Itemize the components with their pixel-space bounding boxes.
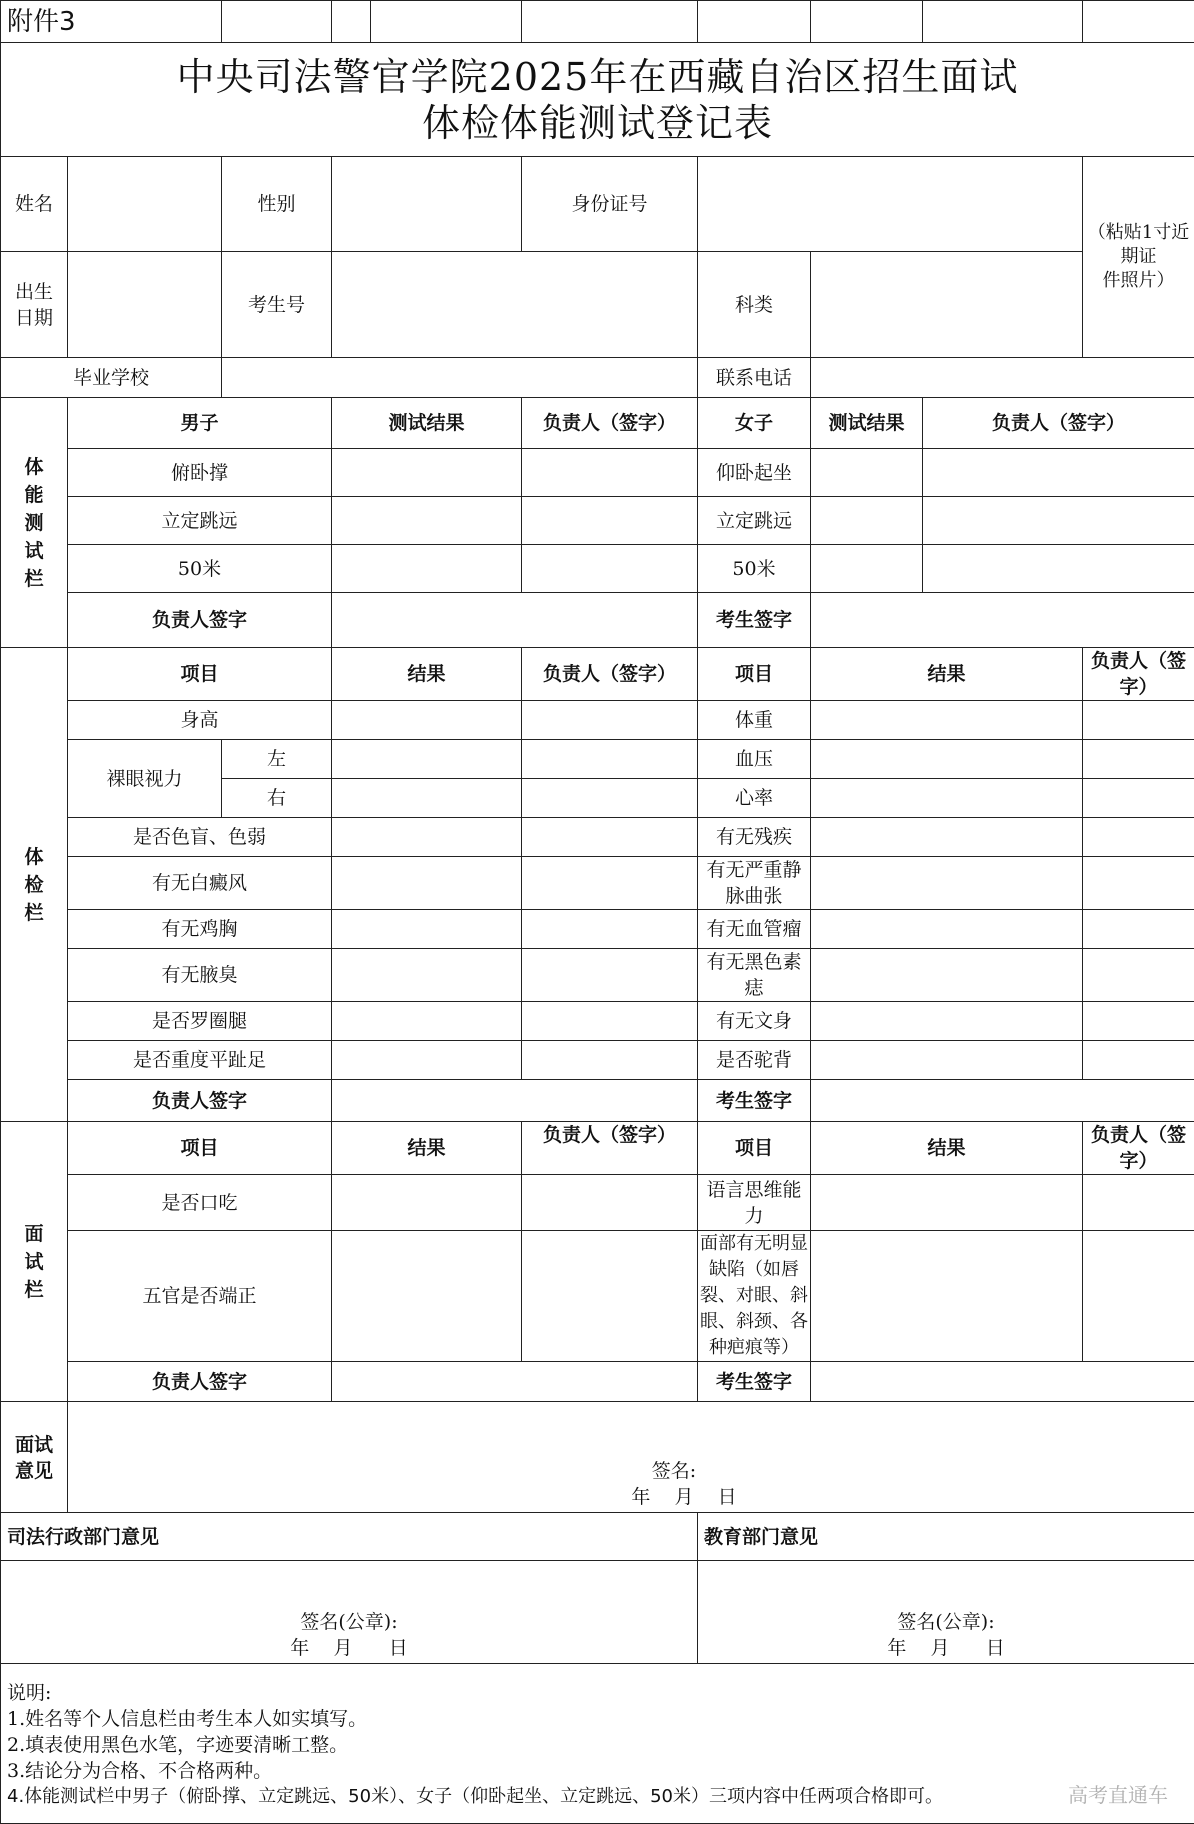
justice-dept-field[interactable]	[1, 1561, 698, 1664]
officer-field[interactable]	[1083, 857, 1194, 910]
result-field[interactable]	[332, 857, 522, 910]
physical-row	[1, 740, 1194, 779]
officer-header-text: 负责人（签字）	[524, 1124, 695, 1160]
result-field[interactable]	[811, 449, 923, 497]
exam-item: 有无腋臭	[68, 949, 332, 1002]
candidate-sign-field[interactable]	[811, 593, 1194, 648]
officer-field[interactable]	[522, 497, 698, 545]
result-field[interactable]	[811, 1041, 1083, 1080]
title-row	[1, 43, 1194, 157]
opinion-sign-label: 签名:	[70, 1458, 1192, 1484]
result-field[interactable]	[332, 818, 522, 857]
section-char: 测	[3, 509, 65, 537]
interview-row	[1, 1175, 1194, 1231]
officer-field[interactable]	[1083, 818, 1194, 857]
physical-row	[1, 949, 1194, 1002]
officer-header: 负责人（签字）	[522, 648, 698, 701]
opinion-date: 年 月 日	[70, 1484, 1192, 1510]
result-field[interactable]	[332, 779, 522, 818]
page-title	[1, 43, 1194, 157]
officer-sign-label: 负责人签字	[68, 1080, 332, 1122]
officer-field[interactable]	[1083, 701, 1194, 740]
officer-field[interactable]	[522, 857, 698, 910]
officer-field[interactable]	[522, 701, 698, 740]
opinion-label	[1, 1402, 68, 1513]
section-char: 能	[3, 481, 65, 509]
justice-sign-label: 签名(公章):	[3, 1609, 695, 1635]
opinion-row	[1, 1402, 1194, 1513]
officer-field[interactable]	[1083, 1175, 1194, 1231]
vision-label: 裸眼视力	[68, 740, 222, 818]
justice-date: 年 月 日	[3, 1635, 695, 1661]
exam-item: 是否重度平趾足	[68, 1041, 332, 1080]
physical-row	[1, 818, 1194, 857]
interview-item: 面部有无明显缺陷（如唇裂、对眼、斜眼、斜颈、各种疤痕等）	[698, 1231, 811, 1362]
result-field[interactable]	[332, 545, 522, 593]
officer-field[interactable]	[522, 1041, 698, 1080]
result-field[interactable]	[332, 497, 522, 545]
education-dept-label: 教育部门意见	[698, 1513, 1194, 1561]
male-officer-header: 负责人（签字）	[522, 398, 698, 449]
note-item: 4.体能测试栏中男子（俯卧撑、立定跳远、50米）、女子（仰卧起坐、立定跳远、50米）三项内容中任两项合格即可。	[7, 1784, 1188, 1810]
exam-number-label: 考生号	[222, 252, 332, 358]
officer-field[interactable]	[1083, 1231, 1194, 1362]
watermark: 高考直通车	[1068, 1782, 1168, 1808]
school-label: 毕业学校	[1, 358, 222, 398]
officer-field[interactable]	[522, 818, 698, 857]
education-sign-label: 签名(公章):	[700, 1609, 1192, 1635]
note-item: 2.填表使用黑色水笔，字迹要清晰工整。	[7, 1732, 1188, 1758]
female-item: 立定跳远	[698, 497, 811, 545]
result-field[interactable]	[811, 740, 1083, 779]
title-line-1: 中央司法警官学院2025年在西藏自治区招生面试	[3, 54, 1192, 100]
physical-section-label	[1, 648, 68, 1122]
result-field[interactable]	[332, 1175, 522, 1231]
officer-field[interactable]	[923, 545, 1194, 593]
exam-item: 有无黑色素痣	[698, 949, 811, 1002]
interview-item: 五官是否端正	[68, 1231, 332, 1362]
section-char: 试	[3, 537, 65, 565]
blood-pressure-label: 血压	[698, 740, 811, 779]
right-eye-label: 右	[222, 779, 332, 818]
interview-header-row	[1, 1122, 1194, 1175]
section-char: 体	[3, 453, 65, 481]
physical-row	[1, 1002, 1194, 1041]
officer-field[interactable]	[522, 545, 698, 593]
officer-header: 负责人（签字）	[1083, 1122, 1194, 1175]
section-char: 栏	[3, 565, 65, 593]
gender-field[interactable]	[332, 157, 522, 252]
male-item: 立定跳远	[68, 497, 332, 545]
photo-hint-line-2: 件照片）	[1087, 269, 1190, 293]
item-header: 项目	[698, 1122, 811, 1175]
male-result-header: 测试结果	[332, 398, 522, 449]
notes-section	[1, 1664, 1194, 1824]
id-number-field[interactable]	[698, 157, 1083, 252]
exam-item: 有无白癜风	[68, 857, 332, 910]
opinion-label-line-2: 意见	[3, 1458, 65, 1484]
result-field[interactable]	[332, 740, 522, 779]
female-item: 50米	[698, 545, 811, 593]
fitness-row	[1, 545, 1194, 593]
officer-field[interactable]	[522, 910, 698, 949]
justice-dept-label: 司法行政部门意见	[1, 1513, 698, 1561]
interview-row	[1, 1231, 1194, 1362]
height-label: 身高	[68, 701, 332, 740]
result-field[interactable]	[811, 1002, 1083, 1041]
item-header: 项目	[68, 648, 332, 701]
officer-sign-field[interactable]	[332, 1080, 698, 1122]
exam-item: 有无严重静脉曲张	[698, 857, 811, 910]
interview-sign-row	[1, 1362, 1194, 1402]
personal-row-3	[1, 358, 1194, 398]
physical-row	[1, 910, 1194, 949]
id-number-label: 身份证号	[522, 157, 698, 252]
empty-cell	[811, 1, 923, 43]
section-char: 面	[3, 1220, 65, 1248]
education-dept-field[interactable]	[698, 1561, 1194, 1664]
officer-field[interactable]	[522, 949, 698, 1002]
candidate-sign-label: 考生签字	[698, 1080, 811, 1122]
officer-field[interactable]	[522, 779, 698, 818]
opinion-label-line-1: 面试	[3, 1432, 65, 1458]
candidate-sign-label: 考生签字	[698, 593, 811, 648]
empty-cell	[1083, 1, 1194, 43]
item-header: 项目	[68, 1122, 332, 1175]
gender-label: 性别	[222, 157, 332, 252]
name-label: 姓名	[1, 157, 68, 252]
officer-sign-field[interactable]	[332, 593, 698, 648]
name-field[interactable]	[68, 157, 222, 252]
exam-item: 是否罗圈腿	[68, 1002, 332, 1041]
heart-rate-label: 心率	[698, 779, 811, 818]
notes-heading: 说明:	[7, 1680, 1188, 1706]
opinion-field[interactable]	[68, 1402, 1194, 1513]
exam-item: 有无鸡胸	[68, 910, 332, 949]
empty-cell	[522, 1, 698, 43]
officer-sign-field[interactable]	[332, 1362, 698, 1402]
interview-item: 语言思维能力	[698, 1175, 811, 1231]
notes-row	[1, 1664, 1194, 1824]
subject-label: 科类	[698, 252, 811, 358]
birth-date-label-line-1: 出生	[3, 279, 65, 305]
exam-item: 有无残疾	[698, 818, 811, 857]
candidate-sign-field[interactable]	[811, 1362, 1194, 1402]
result-header: 结果	[811, 1122, 1083, 1175]
fitness-header-row	[1, 398, 1194, 449]
physical-header-row	[1, 648, 1194, 701]
note-item: 1.姓名等个人信息栏由考生本人如实填写。	[7, 1706, 1188, 1732]
birth-date-field[interactable]	[68, 252, 222, 358]
officer-field[interactable]	[923, 497, 1194, 545]
department-sign-row	[1, 1561, 1194, 1664]
officer-header: 负责人（签字）	[1083, 648, 1194, 701]
result-field[interactable]	[332, 1231, 522, 1362]
candidate-sign-label: 考生签字	[698, 1362, 811, 1402]
result-field[interactable]	[811, 701, 1083, 740]
department-header-row	[1, 1513, 1194, 1561]
result-field[interactable]	[332, 449, 522, 497]
left-eye-label: 左	[222, 740, 332, 779]
annex-row	[1, 1, 1194, 43]
male-item: 俯卧撑	[68, 449, 332, 497]
birth-date-label-line-2: 日期	[3, 305, 65, 331]
section-char: 体	[3, 843, 65, 871]
result-field[interactable]	[811, 857, 1083, 910]
officer-field[interactable]	[1083, 949, 1194, 1002]
physical-sign-row	[1, 1080, 1194, 1122]
phone-label: 联系电话	[698, 358, 811, 398]
officer-sign-label: 负责人签字	[68, 593, 332, 648]
fitness-section-label	[1, 398, 68, 648]
result-field[interactable]	[811, 1231, 1083, 1362]
officer-field[interactable]	[1083, 1041, 1194, 1080]
empty-cell	[222, 1, 332, 43]
result-field[interactable]	[332, 1041, 522, 1080]
phone-field[interactable]	[811, 358, 1194, 398]
empty-cell	[332, 1, 371, 43]
fitness-row	[1, 449, 1194, 497]
candidate-sign-field[interactable]	[811, 1080, 1194, 1122]
result-field[interactable]	[811, 545, 923, 593]
note-item: 3.结论分为合格、不合格两种。	[7, 1758, 1188, 1784]
photo-box[interactable]	[1083, 157, 1194, 358]
officer-field[interactable]	[1083, 779, 1194, 818]
subject-field[interactable]	[811, 252, 1083, 358]
school-field[interactable]	[222, 358, 698, 398]
exam-item: 是否色盲、色弱	[68, 818, 332, 857]
male-header: 男子	[68, 398, 332, 449]
officer-field[interactable]	[1083, 740, 1194, 779]
officer-field[interactable]	[522, 740, 698, 779]
officer-field[interactable]	[522, 1231, 698, 1362]
empty-cell	[923, 1, 1083, 43]
result-field[interactable]	[811, 497, 923, 545]
exam-item: 是否驼背	[698, 1041, 811, 1080]
result-field[interactable]	[811, 910, 1083, 949]
officer-field[interactable]	[923, 449, 1194, 497]
result-header: 结果	[332, 648, 522, 701]
officer-field[interactable]	[522, 449, 698, 497]
empty-cell	[371, 1, 522, 43]
result-header: 结果	[332, 1122, 522, 1175]
result-field[interactable]	[332, 1002, 522, 1041]
birth-date-label	[1, 252, 68, 358]
education-date: 年 月 日	[700, 1635, 1192, 1661]
personal-row-1	[1, 157, 1194, 252]
officer-field[interactable]	[522, 1002, 698, 1041]
female-item: 仰卧起坐	[698, 449, 811, 497]
female-header: 女子	[698, 398, 811, 449]
exam-number-field[interactable]	[332, 252, 698, 358]
item-header: 项目	[698, 648, 811, 701]
interview-section-label	[1, 1122, 68, 1402]
empty-cell	[698, 1, 811, 43]
officer-sign-label: 负责人签字	[68, 1362, 332, 1402]
result-field[interactable]	[811, 949, 1083, 1002]
officer-field[interactable]	[522, 1175, 698, 1231]
officer-header	[522, 1122, 698, 1175]
section-char: 检	[3, 871, 65, 899]
weight-label: 体重	[698, 701, 811, 740]
exam-item: 有无文身	[698, 1002, 811, 1041]
section-char: 栏	[3, 899, 65, 927]
exam-item: 有无血管瘤	[698, 910, 811, 949]
personal-row-2	[1, 252, 1194, 358]
result-field[interactable]	[332, 949, 522, 1002]
section-char: 试	[3, 1248, 65, 1276]
annex-label: 附件3	[1, 1, 222, 43]
physical-row	[1, 1041, 1194, 1080]
officer-field[interactable]	[1083, 1002, 1194, 1041]
photo-hint-line-1: （粘贴1寸近期证	[1087, 221, 1190, 269]
result-field[interactable]	[332, 701, 522, 740]
officer-field[interactable]	[1083, 910, 1194, 949]
physical-row	[1, 701, 1194, 740]
result-field[interactable]	[811, 779, 1083, 818]
fitness-row	[1, 497, 1194, 545]
physical-row	[1, 857, 1194, 910]
result-field[interactable]	[811, 1175, 1083, 1231]
result-field[interactable]	[811, 818, 1083, 857]
fitness-sign-row	[1, 593, 1194, 648]
result-field[interactable]	[332, 910, 522, 949]
result-header: 结果	[811, 648, 1083, 701]
male-item: 50米	[68, 545, 332, 593]
interview-item: 是否口吃	[68, 1175, 332, 1231]
female-officer-header: 负责人（签字）	[923, 398, 1194, 449]
title-line-2: 体检体能测试登记表	[3, 100, 1192, 146]
section-char: 栏	[3, 1276, 65, 1304]
female-result-header: 测试结果	[811, 398, 923, 449]
